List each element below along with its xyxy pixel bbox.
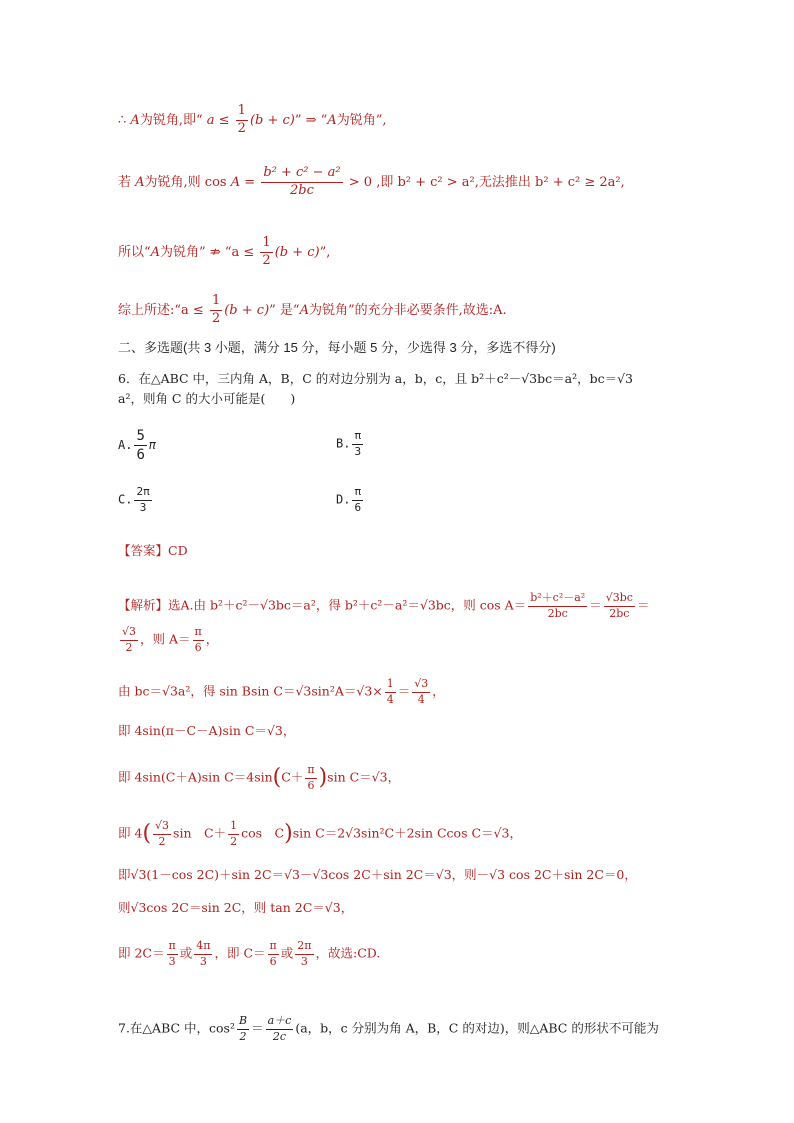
b-plus-c: (b + c) (249, 112, 295, 128)
b-plus-c: (b + c) (224, 302, 270, 318)
implies-arrow: ” ⇒ “ (294, 112, 328, 128)
para-1-end: 为锐角”, (336, 112, 387, 128)
option-label: B. (336, 436, 351, 451)
fraction-numerator: 4π (194, 940, 212, 955)
fraction-denominator: 6 (194, 640, 202, 654)
analysis-line-6 (118, 820, 522, 848)
question-7-text: (a，b，c 分别为角 A，B，C 的对边)，则△ABC 的形状不可能为 (295, 1020, 659, 1036)
question-7 (118, 1015, 659, 1043)
fraction-denominator: 2 (262, 252, 271, 268)
fraction-numerator: b²＋c²－a² (528, 592, 587, 607)
analysis-fraction (193, 626, 204, 654)
para-4 (118, 294, 507, 327)
analysis-fraction (194, 940, 212, 968)
analysis-tag: 【解析】 (118, 597, 169, 613)
analysis-fraction (305, 764, 316, 792)
fraction-numerator: 2π (295, 940, 313, 955)
therefore-symbol: ∴ (118, 112, 127, 128)
fraction-numerator: a＋c (266, 1015, 294, 1030)
analysis-line-5 (118, 764, 400, 792)
fraction-numerator: π (268, 940, 279, 955)
equals: ＝ (589, 597, 602, 613)
analysis-text: cos C (241, 825, 285, 841)
answer-tag: 【答案】 (118, 543, 169, 558)
section-heading: 二、多选题(共 3 小题，满分 15 分，每小题 5 分，少选得 3 分，多选不得分) (118, 340, 556, 355)
analysis-line-2 (118, 626, 218, 654)
fraction-denominator: 2 (230, 834, 238, 848)
fraction-denominator: 6 (136, 447, 145, 464)
analysis-line-3 (118, 678, 445, 706)
question-6-line-2: a²，则角 C 的大小可能是( ) (118, 391, 296, 406)
option-c[interactable] (118, 486, 154, 514)
fraction-numerator: π (305, 764, 316, 779)
analysis-text: C＋ (281, 769, 304, 785)
fraction-denominator: 2bc (290, 182, 314, 198)
fraction-denominator: 6 (354, 500, 362, 514)
symbol-A: A (299, 302, 309, 318)
option-fraction (352, 430, 363, 458)
fraction-denominator: 2 (237, 120, 246, 136)
option-label: A. (118, 438, 133, 453)
fraction-numerator: π (193, 626, 204, 641)
fraction-numerator: √3 (412, 678, 430, 693)
analysis-fraction (120, 626, 138, 654)
left-paren: ( (142, 821, 152, 847)
fraction-numerator: 1 (210, 294, 222, 311)
fraction-numerator: π (352, 430, 363, 445)
fraction-denominator: 3 (300, 954, 308, 968)
fraction-denominator: 6 (269, 954, 277, 968)
para-4-text: 综上所述:“a ≤ (118, 302, 204, 318)
analysis-text: sin C＝2√3sin²C＋2sin Ccos C＝√3， (292, 825, 522, 841)
left-paren: ( (272, 765, 282, 791)
fraction-half (260, 236, 272, 269)
analysis-text: 即 2C＝ (118, 945, 165, 961)
analysis-text: sin C＝√3， (327, 769, 401, 785)
fraction-half (210, 294, 222, 327)
option-fraction (352, 486, 363, 514)
symbol-A: A (130, 112, 140, 128)
option-b[interactable] (336, 430, 365, 458)
question-7-text: 7.在△ABC 中，cos² (118, 1020, 235, 1036)
para-4-end: 为锐角”的充分非必要条件,故选:A. (308, 302, 507, 318)
option-d[interactable] (336, 486, 365, 514)
fraction-denominator: 6 (307, 778, 315, 792)
analysis-fraction (295, 940, 313, 968)
fraction-numerator: √3 (153, 820, 171, 835)
fraction-numerator: b² + c² − a² (261, 166, 342, 183)
para-4-text-b: ” 是“ (269, 302, 300, 318)
analysis-text: sin C＋ (173, 825, 227, 841)
fraction-numerator: √3 (120, 626, 138, 641)
fraction-denominator: 2c (272, 1029, 287, 1043)
analysis-fraction (385, 678, 396, 706)
para-1 (118, 104, 386, 137)
analysis-text: ， (432, 683, 445, 699)
analysis-fraction (528, 592, 587, 620)
para-3-text: 所以“ (118, 244, 151, 260)
symbol-A: A (150, 244, 161, 260)
analysis-line-7: 即√3(1－cos 2C)＋sin 2C＝√3－√3cos 2C＋sin 2C＝√3，则－√3 cos 2C＋sin 2C＝0， (118, 867, 637, 882)
analysis-text: 或 (179, 945, 193, 961)
option-label: D. (336, 492, 351, 507)
analysis-fraction (268, 940, 279, 968)
analysis-fraction (604, 592, 635, 620)
para-3-text-b: 为锐角” ⇏ “a ≤ (160, 244, 255, 260)
analysis-line-4: 即 4sin(π－C－A)sin C＝√3， (118, 723, 296, 738)
para-2-text: 若 (118, 174, 132, 190)
para-2-text-b: 为锐角,则 cos (144, 174, 227, 190)
fraction-denominator: 2 (158, 834, 166, 848)
analysis-text: ，则 A＝ (140, 631, 191, 647)
analysis-fraction (412, 678, 430, 706)
fraction-numerator: 1 (228, 820, 239, 835)
answer-value: CD (168, 543, 188, 558)
analysis-text: 即 4 (118, 825, 143, 841)
fraction-numerator: 2π (134, 486, 151, 501)
equals: ＝ (636, 597, 650, 613)
fraction-denominator: 2 (125, 640, 133, 654)
fraction-denominator: 2bc (609, 606, 630, 620)
b-plus-c: (b + c) (274, 244, 320, 260)
fraction-half (236, 104, 248, 137)
symbol-A: A (230, 174, 241, 190)
equals: ＝ (251, 1020, 264, 1036)
symbol-A: A (135, 174, 145, 190)
fraction-denominator: 3 (354, 444, 362, 458)
fraction-numerator: 1 (260, 236, 272, 253)
fraction-numerator: √3bc (604, 592, 635, 607)
symbol-A: A (327, 112, 337, 128)
para-3 (118, 236, 330, 269)
fraction-denominator: 3 (139, 500, 147, 514)
fraction-denominator: 2 (239, 1029, 247, 1043)
analysis-text: 由 bc＝√3a²，得 sin Bsin C＝√3sin²A＝√3× (118, 683, 383, 699)
para-1-text: 为锐角,即“ (139, 112, 203, 128)
analysis-text: ， (205, 631, 219, 647)
option-fraction (134, 486, 151, 514)
para-2-end: > 0 ,即 b² + c² > a²,无法推出 b² + c² ≥ 2a², (348, 174, 625, 190)
analysis-text: ，即 C＝ (214, 945, 266, 961)
question-7-fraction (237, 1015, 249, 1043)
fraction-denominator: 2 (211, 310, 221, 326)
analysis-fraction (153, 820, 171, 848)
answer-line (118, 545, 188, 558)
para-2 (118, 166, 625, 199)
fraction-numerator: 1 (236, 104, 248, 121)
equals: ＝ (397, 683, 411, 699)
fraction-numerator: 5 (134, 428, 146, 446)
fraction-denominator: 4 (417, 692, 425, 706)
analysis-fraction (228, 820, 239, 848)
option-a[interactable] (118, 428, 156, 463)
cosine-fraction (261, 166, 342, 199)
right-paren: ) (284, 821, 293, 847)
analysis-line-8: 则√3cos 2C＝sin 2C，则 tan 2C＝√3， (118, 900, 354, 915)
fraction-denominator: 3 (199, 954, 207, 968)
pi-symbol: π (148, 438, 157, 453)
fraction-numerator: B (237, 1015, 249, 1030)
question-6-line-1: 6．在△ABC 中，三内角 A，B，C 的对边分别为 a，b，c，且 b²＋c²－√3bc＝a²，bc＝√3 (118, 371, 634, 386)
inequality: a ≤ (206, 112, 230, 128)
para-3-end: ”, (319, 244, 331, 260)
fraction-numerator: π (352, 486, 363, 501)
fraction-denominator: 3 (168, 954, 176, 968)
fraction-numerator: 1 (385, 678, 396, 693)
analysis-text: ，故选:CD. (315, 945, 381, 961)
fraction-denominator: 4 (386, 692, 394, 706)
analysis-line-9 (118, 940, 380, 968)
analysis-text: 或 (280, 945, 294, 961)
right-paren: ) (318, 765, 328, 791)
option-fraction (134, 428, 146, 463)
fraction-numerator: π (167, 940, 178, 955)
analysis-line-1 (118, 592, 649, 620)
analysis-text: 选A.由 b²＋c²－√3bc＝a²，得 b²＋c²－a²＝√3bc，则 cos A＝ (168, 597, 527, 613)
question-7-fraction (266, 1015, 294, 1043)
analysis-fraction (167, 940, 178, 968)
fraction-denominator: 2bc (547, 606, 568, 620)
option-label: C. (118, 492, 133, 507)
analysis-text: 即 4sin(C＋A)sin C＝4sin (118, 769, 273, 785)
equals: = (244, 174, 256, 190)
